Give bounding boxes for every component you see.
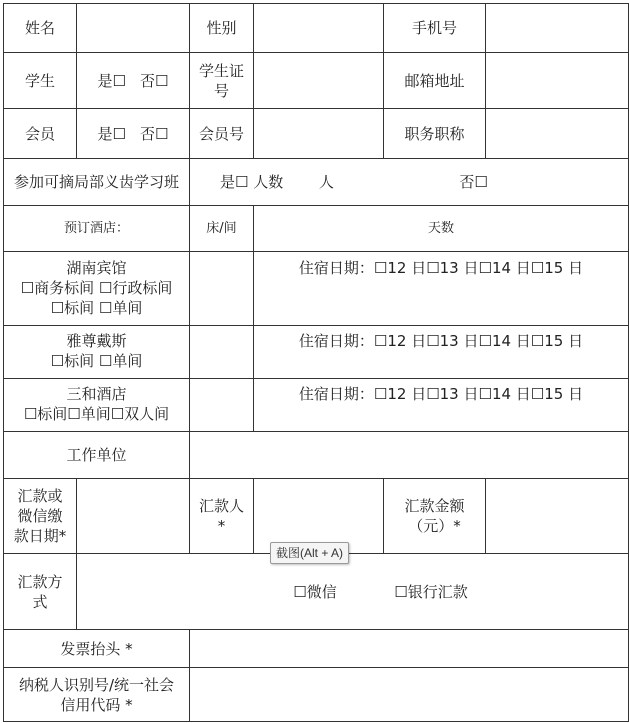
remit-date-label (4, 479, 77, 554)
method-label (4, 554, 77, 630)
name-field[interactable] (77, 4, 190, 53)
member-label: 会员 (4, 109, 77, 159)
student-id-label: 学生证号 (190, 53, 254, 109)
work-unit-label: 工作单位 (4, 432, 190, 479)
student-yes-checkbox[interactable]: 是☐ (97, 71, 126, 90)
amount-label (384, 479, 486, 554)
bed-header: 床/间 (190, 206, 254, 252)
payer-label-text: 汇款人 (198, 497, 244, 515)
method-options (77, 554, 629, 630)
days-header: 天数 (254, 206, 629, 252)
invoice-field[interactable] (190, 630, 629, 668)
method-label-2: 式 (32, 592, 48, 611)
registration-form (3, 3, 629, 722)
screenshot-tooltip: 截图(Alt + A) (270, 542, 349, 564)
course-no-checkbox[interactable]: 否☐ (459, 173, 488, 191)
hotel-1 (4, 252, 190, 326)
course-label: 参加可摘局部义齿学习班 (4, 159, 190, 206)
hotel-3-bed-field[interactable] (190, 379, 254, 432)
remit-date-label-3: 款日期* (13, 527, 67, 545)
phone-label: 手机号 (384, 4, 486, 53)
hotel-3-room-options[interactable]: ☐标间☐单间☐双人间 (23, 405, 170, 423)
count-label: 人数 (253, 173, 284, 191)
amount-label-1: 汇款金额 (404, 497, 465, 515)
bank-transfer-checkbox[interactable]: ☐银行汇款 (394, 582, 468, 601)
remit-date-label-2: 微信缴 (17, 507, 63, 525)
hotel-header: 预订酒店： (4, 206, 190, 252)
phone-field[interactable] (486, 4, 629, 53)
hotel-1-room-options[interactable]: ☐商务标间 ☐行政标间 (20, 279, 173, 297)
student-choice[interactable] (77, 53, 190, 109)
hotel-2-name: 雅尊戴斯 (66, 332, 127, 350)
hotel-3-name: 三和酒店 (66, 385, 127, 403)
member-choice[interactable] (77, 109, 190, 159)
position-field[interactable] (486, 109, 629, 159)
hotel-3-dates[interactable]: 住宿日期：☐12 日☐13 日☐14 日☐15 日 (254, 379, 629, 432)
invoice-label: 发票抬头 * (4, 630, 190, 668)
hotel-2-room-options[interactable]: ☐标间 ☐单间 (50, 352, 143, 370)
student-no-checkbox[interactable]: 否☐ (140, 71, 169, 90)
payer-label (190, 479, 254, 554)
course-choice[interactable] (190, 159, 629, 206)
gender-field[interactable] (254, 4, 384, 53)
work-unit-field[interactable] (190, 432, 629, 479)
student-id-field[interactable] (254, 53, 384, 109)
email-label: 邮箱地址 (384, 53, 486, 109)
hotel-1-bed-field[interactable] (190, 252, 254, 326)
hotel-2 (4, 326, 190, 379)
count-unit: 人 (318, 173, 334, 191)
name-label: 姓名 (4, 4, 77, 53)
course-yes-checkbox[interactable]: 是☐ (220, 173, 249, 191)
tax-id-field[interactable] (190, 668, 629, 722)
hotel-1-name: 湖南宾馆 (66, 259, 127, 277)
method-label-1: 汇款方 (17, 572, 63, 591)
amount-label-2: （元）* (408, 517, 461, 535)
member-yes-checkbox[interactable]: 是☐ (97, 124, 126, 143)
payer-required-mark: * (217, 517, 226, 535)
tax-id-label-1: 纳税人识别号/统一社会 (18, 675, 175, 694)
hotel-1-dates[interactable]: 住宿日期：☐12 日☐13 日☐14 日☐15 日 (254, 252, 629, 326)
member-no-checkbox[interactable]: 否☐ (140, 124, 169, 143)
position-label: 职务职称 (384, 109, 486, 159)
member-no-field[interactable] (254, 109, 384, 159)
tax-id-label-2: 信用代码 * (60, 695, 133, 714)
email-field[interactable] (486, 53, 629, 109)
student-label: 学生 (4, 53, 77, 109)
hotel-2-dates[interactable]: 住宿日期：☐12 日☐13 日☐14 日☐15 日 (254, 326, 629, 379)
hotel-2-bed-field[interactable] (190, 326, 254, 379)
member-no-label: 会员号 (190, 109, 254, 159)
remit-date-label-1: 汇款或 (17, 487, 63, 505)
amount-field[interactable] (486, 479, 629, 554)
gender-label: 性别 (190, 4, 254, 53)
wechat-checkbox[interactable]: ☐微信 (293, 582, 337, 601)
hotel-3 (4, 379, 190, 432)
remit-date-field[interactable] (77, 479, 190, 554)
hotel-1-room-options-2[interactable]: ☐标间 ☐单间 (50, 299, 143, 317)
tax-id-label (4, 668, 190, 722)
